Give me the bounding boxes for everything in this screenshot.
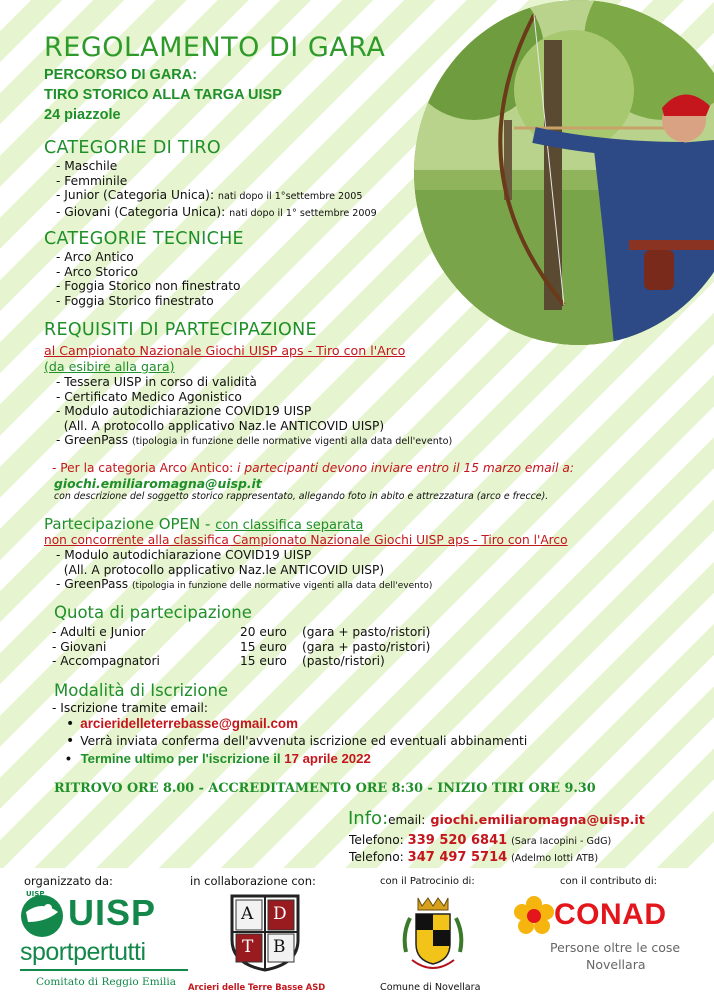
conad-wordmark: CONAD <box>554 898 667 931</box>
list-item <box>66 715 527 733</box>
crest-icon <box>400 894 466 978</box>
categorie-tiro-list <box>56 159 377 221</box>
subtitle-line2: TIRO STORICO ALLA TARGA UISP <box>44 87 282 103</box>
uisp-comitato: Comitato di Reggio Emilia <box>36 976 176 988</box>
info-block: Info:email: giochi.emiliaromagna@uisp.it <box>348 808 645 829</box>
iscrizione-list <box>66 715 527 767</box>
list-item: - Certificato Medico Agonistico <box>56 389 242 404</box>
uisp-tagline: sportpertutti <box>20 938 146 966</box>
archer-photo <box>414 0 714 345</box>
requisiti-heading: REQUISITI DI PARTECIPAZIONE <box>44 320 317 340</box>
esibire-note: (da esibire alla gara) <box>44 359 175 374</box>
list-item: - Arco Storico <box>56 264 138 279</box>
iscrizione-email[interactable]: arcieridelleterrebasse@gmail.com <box>80 716 299 731</box>
atb-shield-icon <box>226 892 304 972</box>
list-item: - Maschile <box>56 159 118 173</box>
open-heading: Partecipazione OPEN - con classifica separata <box>44 515 364 533</box>
arco-antico-email-note: con descrizione del soggetto storico rappresentato, allegando foto in abito e attrezzatura (arco e frecce). <box>54 491 549 502</box>
conad-city: Novellara <box>586 957 646 972</box>
list-item: - Modulo autodichiarazione COVID19 UISP <box>56 404 312 419</box>
quota-table <box>52 625 430 669</box>
iscrizione-intro: - Iscrizione tramite email: <box>52 701 209 715</box>
list-item: - Femminile <box>56 173 128 188</box>
categorie-tecniche-list <box>56 250 240 308</box>
quota-heading: Quota di partecipazione <box>54 603 252 622</box>
list-item: - Foggia Storico finestrato <box>56 293 214 308</box>
conad-tagline: Persone oltre le cose <box>550 940 681 955</box>
arco-antico-note: - Per la categoria Arco Antico: i partecipanti devono inviare entro il 15 marzo email a: <box>52 461 574 475</box>
categorie-tiro-heading: CATEGORIE DI TIRO <box>44 138 221 158</box>
list-item: - GreenPass (tipologia in funzione delle normative vigenti alla data dell'evento) <box>56 433 453 448</box>
list-item: - Tessera UISP in corso di validità <box>56 375 257 389</box>
phone-row: Telefono: 339 520 6841 (Sara Iacopini - GdG) <box>349 833 612 848</box>
list-item: - Arco Antico <box>56 250 134 264</box>
uisp-wordmark: UISP <box>68 892 157 933</box>
divider <box>20 969 188 971</box>
comune-caption: Comune di Novellara <box>380 982 481 993</box>
collaborazione-label: in collaborazione con: <box>190 874 316 888</box>
categorie-tecniche-heading: CATEGORIE TECNICHE <box>44 229 244 249</box>
contributo-label: con il contributo di: <box>560 876 658 887</box>
iscrizione-heading: Modalità di Iscrizione <box>54 681 229 700</box>
info-email[interactable]: giochi.emiliaromagna@uisp.it <box>430 813 645 828</box>
list-item: - Foggia Storico non finestrato <box>56 279 241 294</box>
list-item: (All. A protocollo applicativo Naz.le ANTICOVID UISP) <box>56 562 385 577</box>
phone-row: Telefono: 347 497 5714 (Adelmo Iotti ATB) <box>349 850 599 865</box>
sponsors-footer <box>0 868 714 1000</box>
atb-caption: Arcieri delle Terre Basse ASD <box>188 982 326 992</box>
table-row: - Adulti e Junior 20 euro (gara + pasto/ristori) <box>52 625 431 639</box>
comune-crest-logo <box>400 894 466 978</box>
subtitle-line1: PERCORSO DI GARA: <box>44 67 198 83</box>
table-row: - Giovani 15 euro (gara + pasto/ristori) <box>52 639 431 654</box>
patrocinio-label: con il Patrocinio di: <box>380 876 475 887</box>
list-item: - Giovani (Categoria Unica): nati dopo il 1° settembre 2009 <box>56 204 377 219</box>
arco-antico-email[interactable]: giochi.emiliaromagna@uisp.it <box>54 476 262 491</box>
uisp-logo: UISP UISP sportpertutti Comitato di Reggio Emilia <box>18 890 188 995</box>
conad-flower-icon <box>514 896 554 936</box>
campionato-link[interactable]: al Campionato Nazionale Giochi UISP aps - Tiro con l'Arco <box>44 343 406 358</box>
page-title: REGOLAMENTO DI GARA <box>44 32 386 63</box>
list-item: - Modulo autodichiarazione COVID19 UISP <box>56 548 312 562</box>
list-item: - Junior (Categoria Unica): nati dopo il 1°settembre 2005 <box>56 188 363 203</box>
list-item: • Verrà inviata conferma dell'avvenuta iscrizione ed eventuali abbinamenti <box>66 733 527 750</box>
organizzato-label: organizzato da: <box>24 874 113 888</box>
list-item: • Termine ultimo per l'iscrizione il 17 aprile 2022 <box>66 750 527 767</box>
list-item: - GreenPass (tipologia in funzione delle normative vigenti alla data dell'evento) <box>56 577 433 592</box>
table-row: - Accompagnatori 15 euro (pasto/ristori) <box>52 654 385 669</box>
list-item: (All. A protocollo applicativo Naz.le ANTICOVID UISP) <box>56 418 385 433</box>
conad-logo <box>514 896 710 986</box>
requisiti-list <box>56 375 452 450</box>
subtitle-line3: 24 piazzole <box>44 107 121 123</box>
open-list <box>56 548 432 594</box>
ritrovo-banner: RITROVO ORE 8.00 - ACCREDITAMENTO ORE 8:30 - INIZIO TIRI ORE 9.30 <box>54 781 596 796</box>
atb-shield-logo: A D T B <box>226 892 304 972</box>
open-campionato-link[interactable]: non concorrente alla classifica Campionato Nazionale Giochi UISP aps - Tiro con l'Arco <box>44 533 568 547</box>
